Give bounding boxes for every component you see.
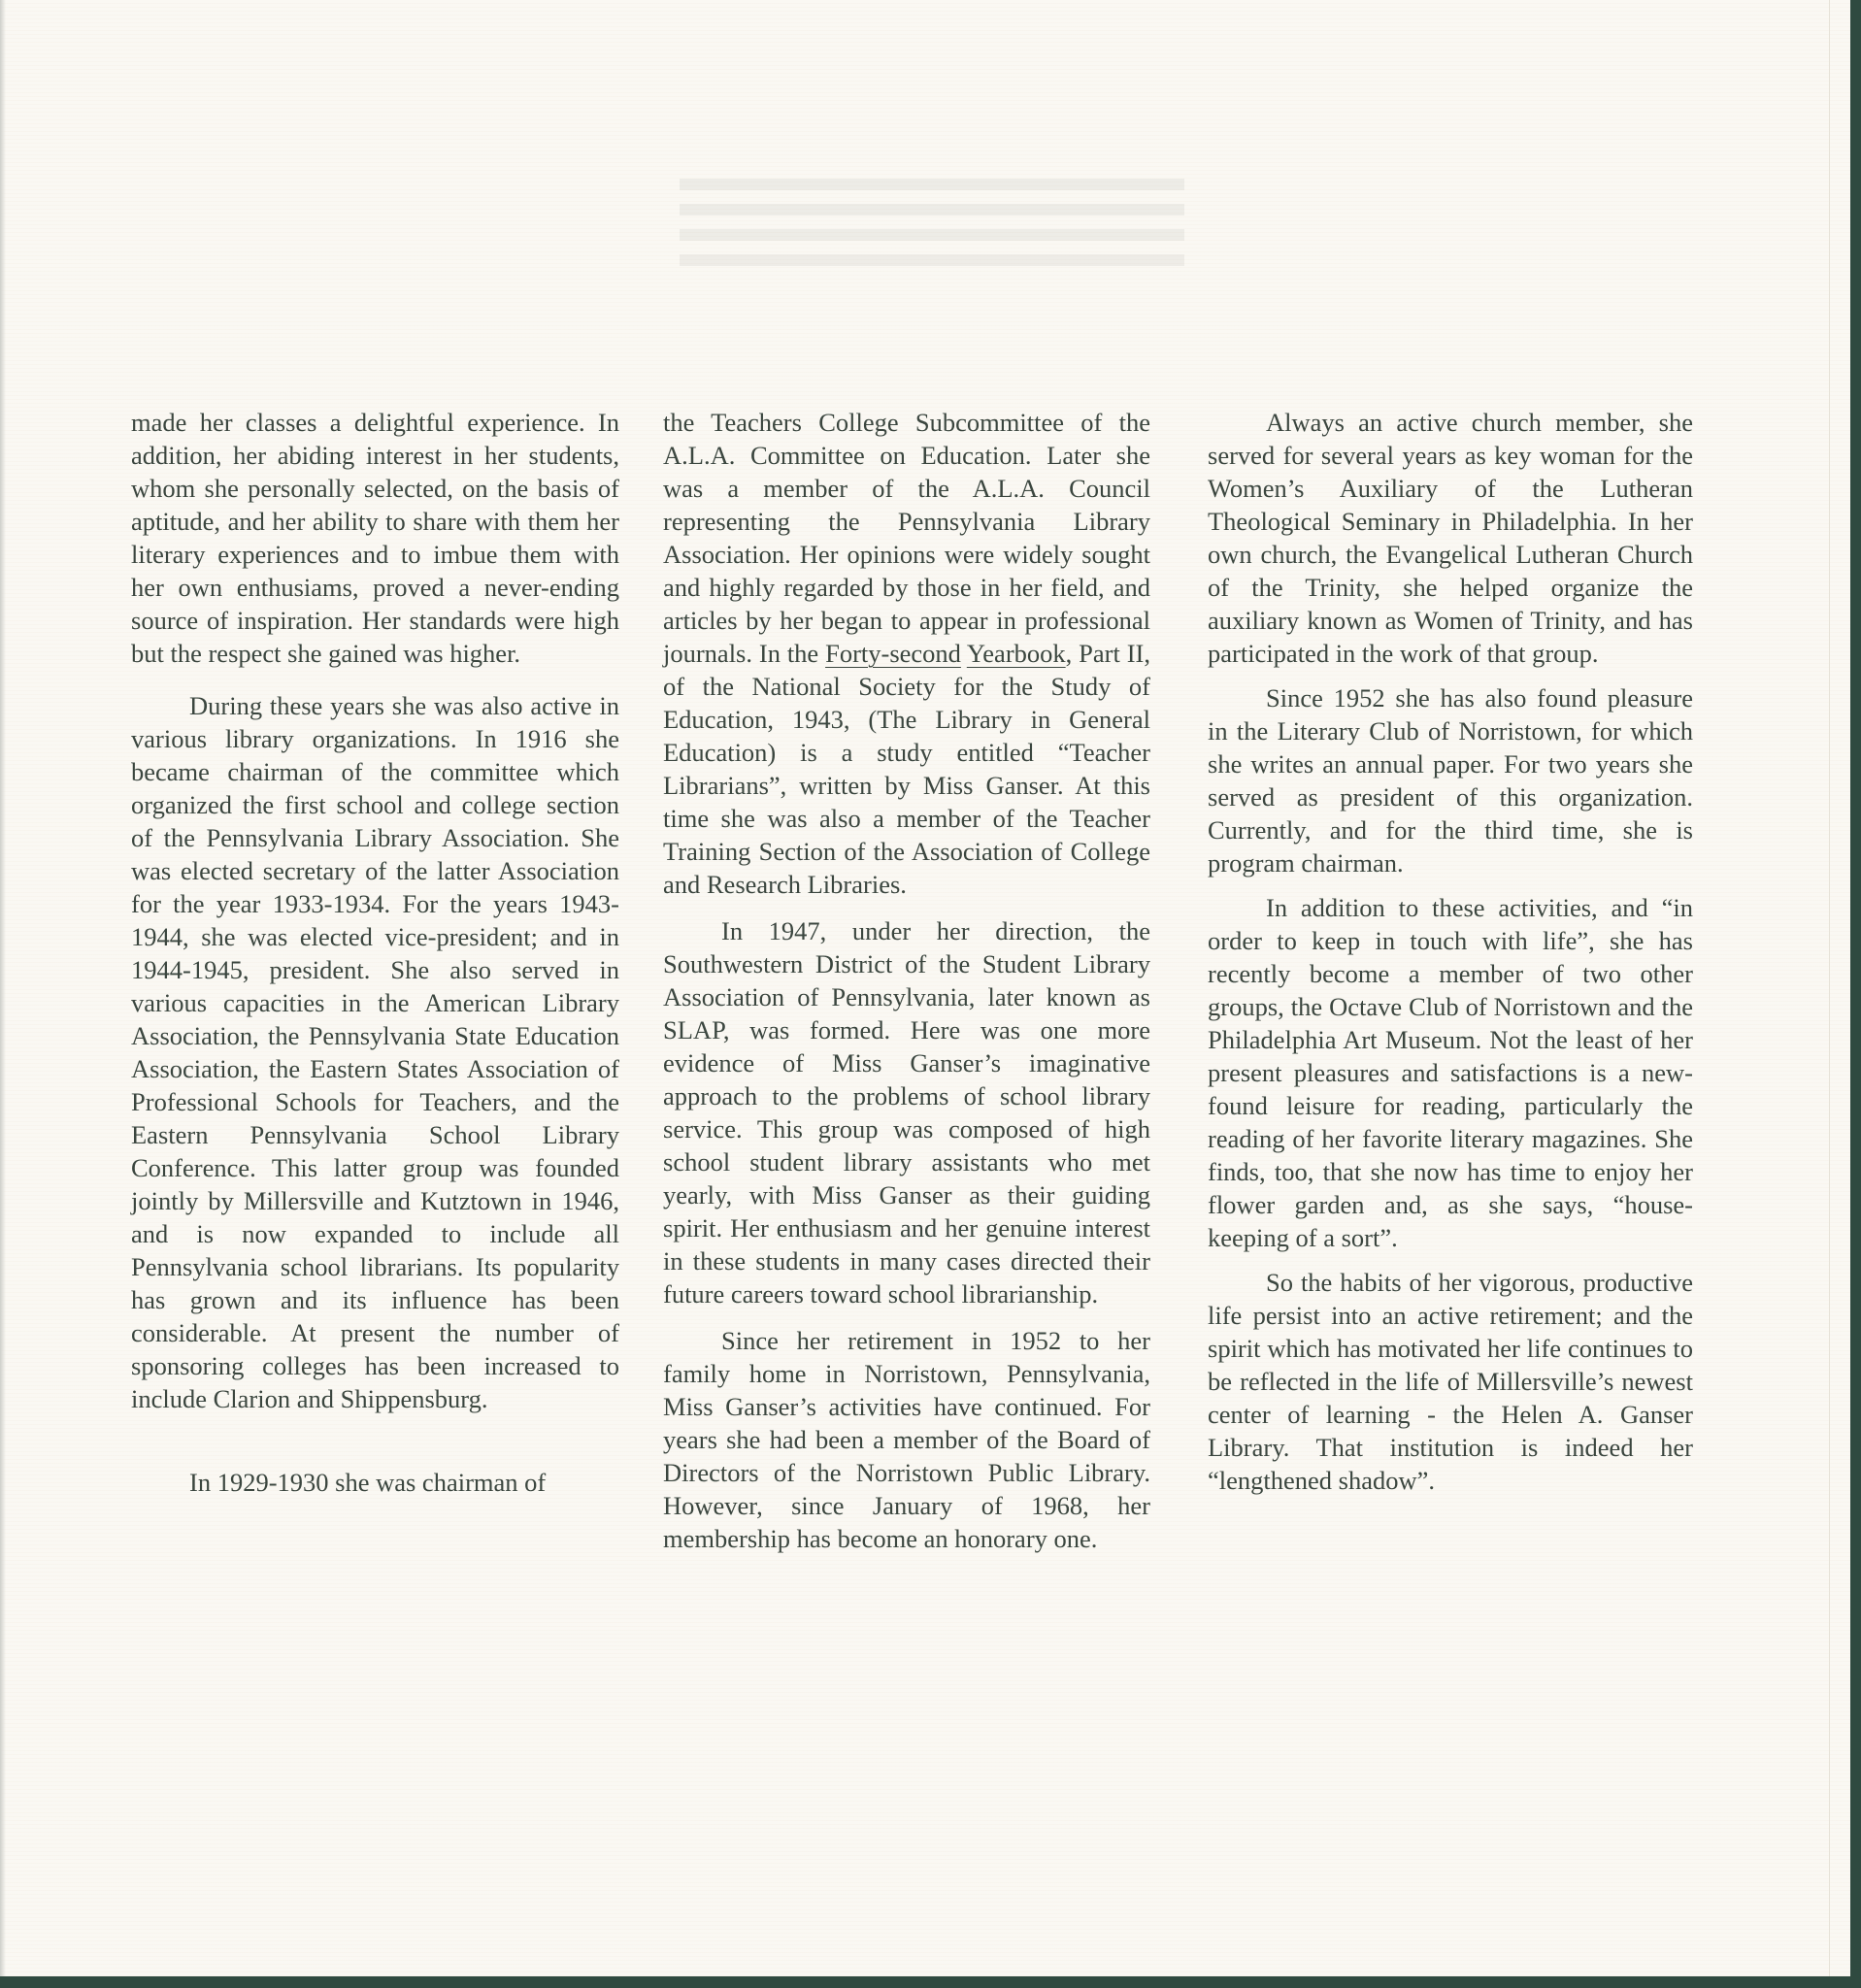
paragraph: Always an active church member, she served for several years as key woman for the Women’s Auxiliary of the Lutheran Theological Seminary in Philadelphia. In her own church, the Evangelical Lutheran Church of the Trinity, she helped organize the auxiliary known as Women of Trinity, and has participated in the work of that group. — [1208, 408, 1693, 668]
paragraph: Since her retirement in 1952 to her family home in Norristown, Pennsylvania, Miss Ganser’s activities have continued. For years she had been a member of the Board of Directors of the Norristown Public Library. However, since January of 1968, her membership has become an honorary one. — [663, 1326, 1150, 1553]
paragraph: In 1929-1930 she was chairman of — [189, 1468, 547, 1497]
paragraph-text: the Teachers College Subcommittee of the A.L.A. Committee on Education. Later she was a member of the A.L.A. Council representing the Pennsylvania Library Association. Her opinions were widely sought and highly regarded by those in her field, and articles by her began to appear in professional journals. In the — [663, 408, 1150, 668]
paragraph: made her classes a delightful experience. In addition, her abiding interest in her students, whom she personally selected, on the basis of aptitude, and her ability to share with them her literary experiences and to imbue them with her own enthusiams, proved a never-ending source of inspiration. Her standards were high but the respect she gained was higher. — [131, 408, 619, 668]
paragraph: In addition to these activities, and “in order to keep in touch with life”, she has recently become a member of two other groups, the Octave Club of Norristown and the Philadelphia Art Museum. Not the least of her present pleasures and satisfactions is a new-found leisure for reading, particularly the reading of her favorite literary magazines. She finds, too, that she now has time to enjoy her flower garden and, as she says, “house-keeping of a sort”. — [1208, 893, 1693, 1252]
text-column-1 — [131, 406, 619, 1510]
paragraph: So the habits of her vigorous, productive life persist into an active retirement; and the spirit which has motivated her life continues to be reflected in the life of Millersville’s newest center of learning - the Helen A. Ganser Library. That institution is indeed her “lengthened shadow”. — [1208, 1268, 1693, 1495]
reverse-side-bleed-through — [680, 165, 1184, 311]
text-column-3 — [1208, 406, 1693, 1508]
page-left-shadow — [0, 0, 6, 1976]
paragraph: In 1947, under her direction, the Southwestern District of the Student Library Association of Pennsylvania, later known as SLAP, was formed. Here was one more evidence of Miss Ganser’s imaginative approach to the problems of school library service. This group was composed of high school student library assistants who met yearly, with Miss Ganser as their guiding spirit. Her enthusiasm and her genuine interest in these students in many cases directed their future careers toward school librarianship. — [663, 916, 1150, 1309]
paragraph — [663, 406, 1150, 901]
underlined-title-word: Forty-second — [825, 639, 961, 668]
page-edge-line — [1829, 0, 1830, 1976]
text-column-2 — [663, 406, 1150, 1567]
underlined-title-word: Yearbook — [966, 639, 1066, 668]
paragraph: During these years she was also active in various library organizations. In 1916 she became chairman of the committee which organized the first school and college section of the Pennsylvania Library Association. She was elected secretary of the latter Association for the year 1933-1934. For the years 1943-1944, she was elected vice-president; and in 1944-1945, president. She also served in various capacities in the American Library Association, the Pennsylvania State Education Association, the Eastern States Association of Professional Schools for Teachers, and the Eastern Pennsylvania School Library Conference. This latter group was founded jointly by Millersville and Kutztown in 1946, and is now expanded to include all Pennsylvania school librarians. Its popularity has grown and its influence has been considerable. At present the number of sponsoring colleges has been increased to include Clarion and Shippensburg. — [131, 691, 619, 1413]
paragraph: Since 1952 she has also found pleasure in the Literary Club of Norristown, for which she writes an annual paper. For two years she served as president of this organization. Currently, and for the third time, she is program chairman. — [1208, 683, 1693, 878]
paragraph-text: , Part II, of the National Society for the Study of Education, 1943, (The Library in General Education) is a study entitled “Teacher Librarians”, written by Miss Ganser. At this time she was also a member of the Teacher Training Section of the Association of College and Research Libraries. — [663, 639, 1150, 899]
